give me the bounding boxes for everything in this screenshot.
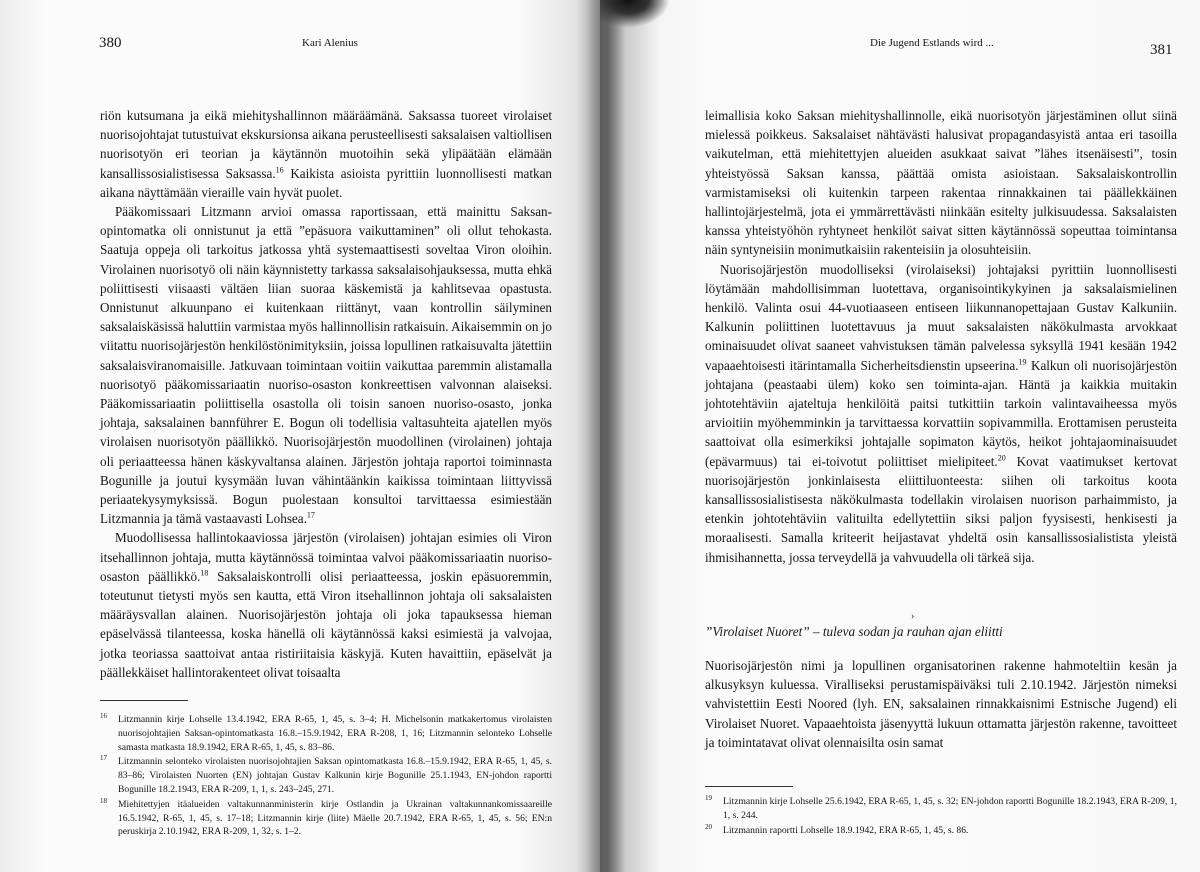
running-head-right: Die Jugend Estlands wird ...: [870, 37, 994, 49]
right-body-text: [705, 106, 1177, 567]
paragraph-text: leimallisia koko Saksan miehityshallinnolle, eikä nuorisotyön järjestäminen ollut siinä mielessä poikkeus. Saksalaiset nähtävästi halusivat propagandasyistä antaa eri tasoilla vaikutelman, että miehitettyjen alueiden asukkaat saivat ”lähes itsenäisesti”, tosin yhteistyössä Saksan kanssa, päättää omista asioistaan. Saksalaiskontrollin varmistamiseksi oli kuitenkin tarpeen rakentaa rinnakkainen tai päällekkäinen hallintojärjestelmä, jota ei ymmärrettävästi niinkään esitelty julkisuudessa. Saksalaisten kanssa yhteistyöhön ryhtyneet henkilöt saivat sitten käytännössä sopeuttaa toimintansa näin syntyneisiin monimutkaisiin rakenteisiin ja olosuhteisiin.: [705, 108, 1177, 258]
footnote-ref: 19: [1018, 357, 1027, 367]
paragraph-text: Kalkun oli nuorisojärjestön johtajana (peastaabi ülem) koko sen toiminta-ajan. Häntä ja kaikkia muitakin johtotehtäviin ajateltuja henkilöitä paitsi tutkittiin tarkoin valintavaiheessa myös arvioitiin myöhemminkin ja tarvittaessa korvattiin sopivammilla. Erottamisen perusteita saattoivat olla esimerkiksi johtajalle sopimaton käytös, heikot johtajaominaisuudet (epävarmuus) tai ei-toivotut poliittiset mielipiteet.: [705, 357, 1177, 469]
left-footnotes: [100, 713, 552, 840]
page-number-right: 381: [1150, 42, 1173, 58]
paragraph: [705, 260, 1177, 567]
left-body-text: [100, 106, 552, 682]
paragraph-text: Muodollisessa hallintokaaviossa järjestön (virolaisen) johtajan esimies oli Viron itsehallinnon johtaja, mutta käytännössä toimintaa valvoi pääkomissariaatin nuoriso-osaston päällikkö.: [100, 530, 552, 584]
paragraph-text: Nuorisojärjestön muodolliseksi (virolaiseksi) johtajaksi pyrittiin luonnollisesti löytämään mahdollisimman luotettava, organisointikykyinen ja saksalaismielinen henkilö. Valinta osui 44-vuotiaaseen entiseen liikunnanopettajaan Gustav Kalkuniin. Kalkunin poliittinen luotettavuus ja muut saksalaisten näkökulmasta arvokkaat ominaisuudet olivat saaneet vahvistuksen tämän palvelessa syksyllä 1941 kesään 1942 vapaaehtoisesti itärintamalla Sicherheitsdienstin upseerina.: [705, 261, 1177, 373]
paragraph: [705, 656, 1177, 752]
footnote: [100, 755, 552, 796]
footnote-number: 18: [100, 796, 107, 805]
page-number-left: 380: [99, 35, 122, 51]
footnote-ref: 18: [200, 568, 209, 578]
right-footnotes: [705, 795, 1177, 838]
paragraph: [100, 528, 552, 682]
footnote-number: 16: [100, 712, 107, 720]
footnote-text: Litzmannin selonteko virolaisten nuorisojohtajien Saksan opintomatkasta 16.8.–15.9.1942, ERA R-65, 1, 45, s. 83–86; Virolaisten Nuorten (EN) johtajan Gustav Kalkunin kirje Bogunille 25.1.1943, EN-johdon raportti Bogunille 18.2.1943, ERA R-209, 1, 1, s. 243–245, 271.: [118, 756, 552, 795]
footnote-rule-left: [100, 700, 188, 701]
footnote: [100, 713, 552, 754]
footnote-ref: 16: [275, 165, 284, 175]
paragraph: [100, 202, 552, 528]
running-head-left: Kari Alenius: [302, 37, 358, 49]
footnote-ref: 20: [997, 453, 1006, 463]
paragraph: [705, 106, 1177, 260]
footnote-text: Miehitettyjen itäalueiden valtakunnanministerin kirje Ostlandin ja Ukrainan valtakunnankomissaareille 16.5.1942, R-65, 1, 45, s. 17–18; Litzmannin kirje (liite) Mäelle 20.7.1942, ERA R-65, 1, 45, s. 56; EN:n peruskirja 2.10.1942, ERA R-209, 1, 32, s. 1–2.: [118, 798, 552, 838]
paragraph-text: Kaikista asioista pyrittiin luonnollisesti matkan aikana näyttämään vieraille vain hyvät puolet.: [100, 165, 552, 200]
section-heading: ”Virolaiset Nuoret” – tuleva sodan ja rauhan ajan eliitti: [705, 624, 1003, 639]
right-body-text-continued: [705, 656, 1177, 752]
paragraph-text: Pääkomissaari Litzmann arvioi omassa raportissaan, että mainittu Saksan-opintomatka oli onnistunut ja että ”epäsuora vaikuttaminen” oli ollut tehokasta. Saatuja oppeja oli tarkoitus jatkossa yhtä systemaattisesti soveltaa Viron oloihin. Virolainen nuorisotyö oli näin käynnistetty tarkassa saksalaisohjauksessa, mutta ehkä poliittisesti viisaasti vältäen liian suoraa käskemistä ja kahlitsevaa opastusta. Onnistunut alkuunpano ei kuitenkaan riittänyt, vaan kontrollin säilyminen saksalaiskäsissä haluttiin varmistaa myös hallinnollisin ratkaisuin. Aikaisemmin on jo viitattu nuorisojärjestön henkilöstönimityksiin, joissa lopullinen ratkaisuvalta jätettiin saksalaisviranomaisille. Jatkuvaan toimintaan voitiin vaikuttaa paremmin alistamalla nuorisotyö pääkomissariaatin nuoriso-osaston konkreettisen valvonnan alaiseksi. Pääkomissariaatin poliittisella osastolla oli toisin sanoen nuoriso-osasto, jonka johtaja, saksalainen bannführer E. Bogun oli todellisia valtasuhteita ajatellen myös virolaisen nuorisotyön päällikkö. Nuorisojärjestön muodollinen (virolainen) johtaja oli periaatteessa hänen käskyvaltansa alainen. Järjestön johtaja raportoi toiminnasta Bogunille ja joutui kysymään luvan vähintäänkin kaikissa toimintaan liittyvissä periaatekysymyksissä. Bogun puolestaan konsultoi tarvittaessa esimiestään Litzmannia ja tämä vastaavasti Lohsea.: [100, 204, 552, 527]
footnote-number: 17: [100, 754, 107, 763]
footnote-ref: 17: [306, 510, 315, 520]
right-page: [600, 0, 1200, 872]
footnote-number: 19: [705, 794, 712, 802]
paragraph-text: Saksalaiskontrolli olisi periaatteessa, joskin epäsuoremmin, toteutunut tietysti myös sen kautta, että Viron itsehallinnon johtaja oli saksalaisten määräysvallan alainen. Nuorisojärjestön johtaja oli joka tapauksessa hieman epäselvässä tilanteessa, koska hänellä oli käytännössä kaksi esimiestä ja valvojaa, jotka teoriassa saattoivat antaa ristiriitaisia käskyjä. Kuten havaittiin, epäselvät ja päällekkäiset hallintorakenteet olivat toisaalta: [100, 568, 552, 680]
paragraph-text: Nuorisojärjestön nimi ja lopullinen organisatorinen rakenne hahmoteltiin kesän ja alkusyksyn kuluessa. Viralliseksi perustamispäiväksi tuli 2.10.1942. Järjestön nimeksi vahvistettiin Eesti Noored (lyh. EN, saksalainen rinnakkaisnimi Estnische Jugend) eli Virolaiset Nuoret. Vapaaehtoista jäsenyyttä lukuun ottamatta järjestön rakenne, tavoitteet ja toimintatavat olivat olennaisilta osin samat: [705, 658, 1177, 750]
pen-mark: ›: [911, 611, 915, 622]
paragraph: [100, 106, 552, 202]
footnote-rule-right: [705, 786, 793, 787]
footnote-number: 20: [705, 822, 712, 831]
paragraph-text: riön kutsumana ja eikä miehityshallinnon määräämänä. Saksassa tuoreet virolaiset nuorisojohtajat tutustuivat ekskursionsa aikana perusteellisesti saksalaisen valtiollisen nuorisotyön eri teorian ja käytännön muotoihin sekä ylipäätään elämään kansallissosialistisessa Saksassa.: [100, 108, 552, 181]
footnote: [705, 795, 1177, 823]
footnote-text: Litzmannin kirje Lohselle 13.4.1942, ERA R-65, 1, 45, s. 3–4; H. Michelsonin matkakertomus virolaisten nuorisojohtajien Saksan-opintomatkasta 16.8.–15.9.1942, ERA R-208, 1, 16; Litzmannin selonteko Lohselle samasta matkasta 18.9.1942, ERA R-65, 1, 45, s. 83–86.: [118, 714, 552, 753]
footnote: [705, 824, 1177, 838]
paragraph-text: Kovat vaatimukset kertovat nuorisojärjestön jonkinlaisesta eliittiluonteesta: siihen oli tarkoitus koota kansallissosialistisesta näkökulmasta todellakin virolaisen nuorison parhaimmisto, ja etenkin johtotehtäviin valituilta edellytettiin siksi paljon fyysisesti, henkisesti ja moraalisesti. Samalla kriteerit heijastavat yhdeltä osin kansallissosialistista yleistä ihmisihannetta, jossa terveydellä ja vahvuudella oli tärkeä sija.: [705, 453, 1177, 565]
gutter-notch: [600, 0, 670, 28]
footnote: [100, 798, 552, 839]
footnote-text: Litzmannin kirje Lohselle 25.6.1942, ERA R-65, 1, 45, s. 32; EN-johdon raportti Bogunille 18.2.1943, ERA R-209, 1, 1, s. 244.: [723, 796, 1177, 821]
footnote-text: Litzmannin raportti Lohselle 18.9.1942, ERA R-65, 1, 45, s. 86.: [723, 824, 969, 836]
